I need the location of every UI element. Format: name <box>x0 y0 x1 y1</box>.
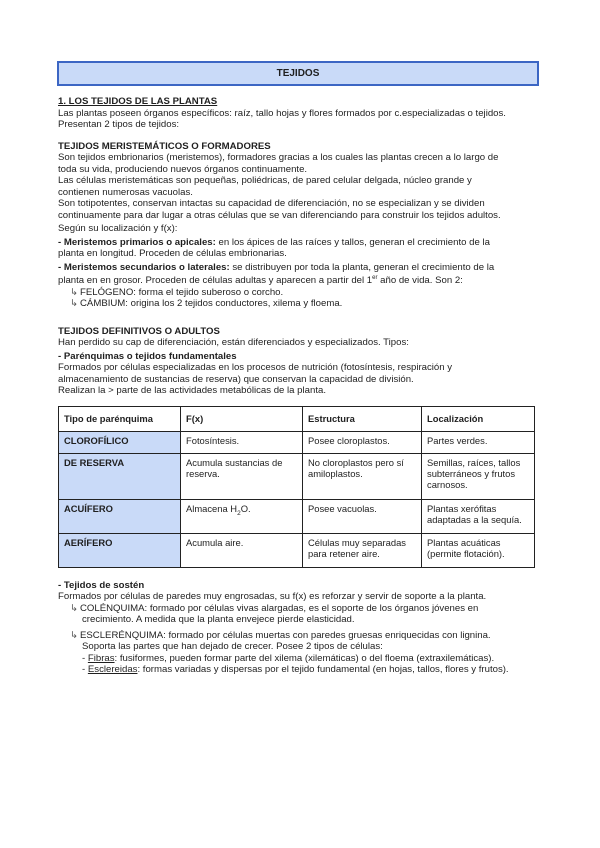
table-cell: CLOROFÍLICO <box>59 431 181 453</box>
paragraph: Han perdido su cap de diferenciación, están diferenciados y especializados. Tipos: <box>58 337 409 349</box>
paragraph: Son tejidos embrionarios (meristemos), formadores gracias a los cuales las plantas crecen a lo largo de <box>58 152 499 163</box>
paragraph: Las células meristemáticas son pequeñas, poliédricas, de pared celular delgada, núcleo grande y <box>58 175 472 186</box>
paragraph: toda su vida, produciendo nuevos órganos continuamente. <box>58 163 308 175</box>
paragraph: almacenamiento de sustancias de reserva) que conservan la capacidad de división. <box>58 373 414 385</box>
arrow-icon: ↳ <box>70 286 79 298</box>
type-heading: - Tejidos de sostén <box>58 579 145 591</box>
table-row <box>59 431 535 453</box>
table-cell: Plantas acuáticas (permite flotación). <box>422 533 535 567</box>
table-cell: ACUÍFERO <box>59 499 181 533</box>
table-cell: Fotosíntesis. <box>181 431 303 453</box>
list-item: - Esclereidas: formas variadas y dispersas por el tejido fundamental (en hojas, tallos, flores y frutos). <box>82 664 509 676</box>
table-cell: No cloroplastos pero sí amiloplastos. <box>303 453 422 499</box>
list-item: ↳ FELÓGENO: forma el tejido suberoso o corcho. <box>70 286 284 298</box>
term-label: Esclereidas <box>87 664 138 676</box>
subsection-heading: TEJIDOS MERISTEMÁTICOS O FORMADORES <box>58 140 271 152</box>
column-header: F(x) <box>181 406 303 431</box>
paragraph: Presentan 2 tipos de tejidos: <box>58 119 180 130</box>
paragraph: Las plantas poseen órganos específicos: raíz, tallo hojas y flores formados por c.especializadas o tejidos. <box>58 107 506 119</box>
column-header: Tipo de parénquima <box>59 406 181 431</box>
document-body <box>58 96 544 676</box>
table-header-row <box>59 406 535 431</box>
table-cell: Acumula aire. <box>181 533 303 567</box>
column-header: Localización <box>422 406 535 431</box>
list-item: ↳ ESCLERÉNQUIMA: formado por células muertas con paredes gruesas enriquecidas con lignina. <box>70 629 491 641</box>
paragraph: Según su localización y f(x): <box>58 223 178 234</box>
term-label: Fibras <box>87 652 115 664</box>
list-item: ↳ CÁMBIUM: origina los 2 tejidos conductores, xilema y floema. <box>70 298 343 310</box>
table-row <box>59 533 535 567</box>
arrow-icon: ↳ <box>70 629 79 641</box>
arrow-icon: ↳ <box>70 602 79 614</box>
table-cell: AERÍFERO <box>59 533 181 567</box>
table-cell: Almacena $H_2O$. <box>181 499 303 533</box>
subsection-heading: TEJIDOS DEFINITIVOS O ADULTOS <box>58 325 220 337</box>
paragraph: Formados por células especializadas en los procesos de nutrición (fotosíntesis, respiración y <box>58 362 453 374</box>
table-cell: Acumula sustancias de reserva. <box>181 453 303 499</box>
parenquima-table <box>58 406 535 568</box>
paragraph: continuamente para dar lugar a otras células que se van diferenciando para construir los tejidos adultos. <box>58 209 501 221</box>
term-label: - Meristemos secundarios o laterales: <box>58 261 230 273</box>
term-label: - Meristemos primarios o apicales: <box>58 236 216 248</box>
type-heading: - Parénquimas o tejidos fundamentales <box>58 350 237 362</box>
column-header: Estructura <box>303 406 422 431</box>
paragraph: Son totipotentes, conservan intactas su capacidad de diferenciación, no se especializan y se dividen <box>58 198 485 209</box>
table-cell: Plantas xerófitas adaptadas a la sequía. <box>422 499 535 533</box>
table-cell: Partes verdes. <box>422 431 535 453</box>
definition-laterales: - Meristemos secundarios o laterales: se distribuyen por toda la planta, generan el crecimiento de la <box>58 261 495 273</box>
table-cell: DE RESERVA <box>59 453 181 499</box>
paragraph: crecimiento. A medida que la planta envejece pierde elasticidad. <box>82 614 355 626</box>
paragraph: Formados por células de paredes muy engrosadas, su f(x) es reforzar y servir de soporte a la planta. <box>58 591 487 603</box>
table-cell: Semillas, raíces, tallos subterráneos y frutos carnosos. <box>422 453 535 499</box>
table-cell: Células muy separadas para retener aire. <box>303 533 422 567</box>
list-item: ↳ COLÉNQUIMA: formado por células vivas alargadas, es el soporte de los órganos jóvenes en <box>70 602 479 614</box>
paragraph: contienen numerosas vacuolas. <box>58 186 193 198</box>
paragraph: planta en longitud. Proceden de células embrionarias. <box>58 248 287 259</box>
table-row <box>59 499 535 533</box>
section-heading: 1. LOS TEJIDOS DE LAS PLANTAS <box>58 96 218 107</box>
paragraph: Realizan la > parte de las actividades metabólicas de la planta. <box>58 385 326 397</box>
paragraph: planta en en grosor. Proceden de células adultas y aparecen a partir del 1er año de vida. Son 2: <box>58 275 463 287</box>
table-cell: Posee vacuolas. <box>303 499 422 533</box>
paragraph: Soporta las partes que han dejado de crecer. Posee 2 tipos de células: <box>82 641 383 653</box>
list-item: - Fibras: fusiformes, pueden formar parte del xilema (xilemáticas) o del floema (extraxilemáticas). <box>82 652 495 664</box>
definition-apicales: - Meristemos primarios o apicales: en los ápices de las raíces y tallos, generan el crecimiento de la <box>58 236 490 248</box>
table-cell: Posee cloroplastos. <box>303 431 422 453</box>
page-title: TEJIDOS <box>57 61 539 86</box>
arrow-icon: ↳ <box>70 298 79 310</box>
table-row <box>59 453 535 499</box>
